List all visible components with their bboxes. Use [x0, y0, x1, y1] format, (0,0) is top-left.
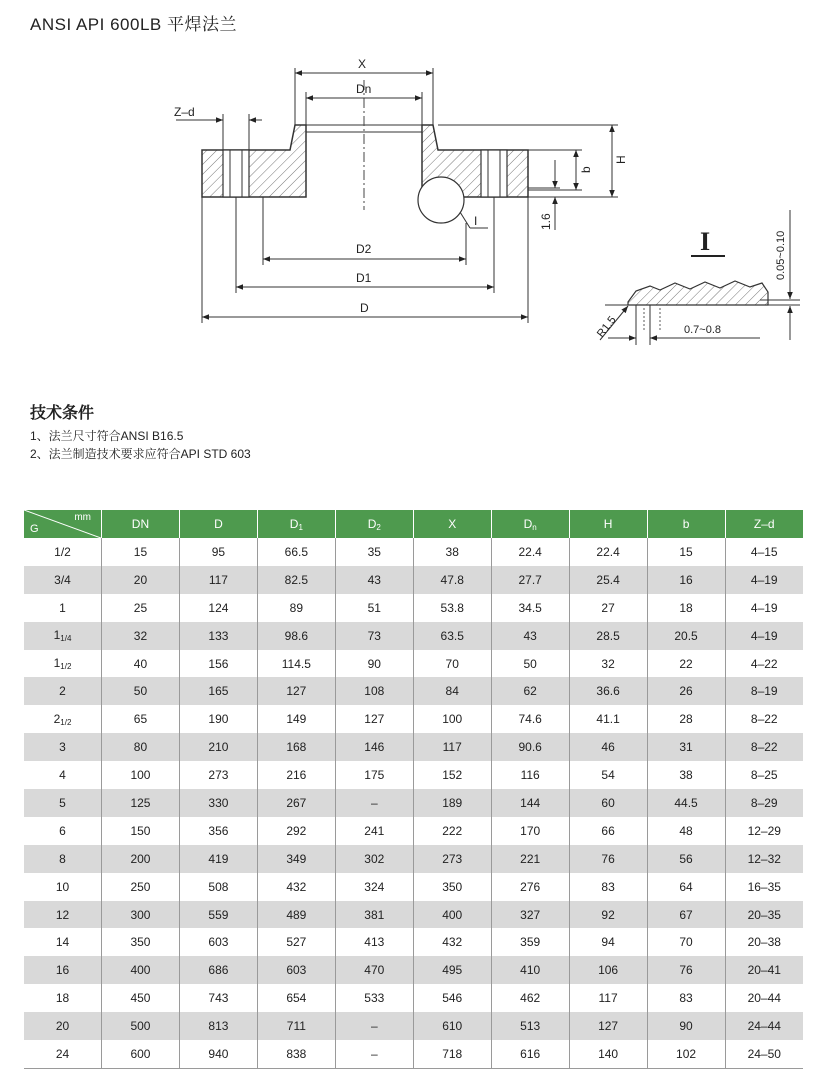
table-cell: 152	[413, 761, 491, 789]
table-cell: 4–15	[750, 544, 778, 559]
table-cell: 4–19	[750, 600, 778, 615]
size-value: 1/2	[54, 544, 71, 559]
table-cell: 241	[335, 817, 413, 845]
table-cell: 70	[413, 650, 491, 678]
column-header	[257, 510, 335, 538]
table-cell: 450	[102, 984, 180, 1012]
table-cell: 108	[335, 677, 413, 705]
table-cell: 495	[413, 956, 491, 984]
table-cell: 100	[413, 705, 491, 733]
table-cell: 273	[179, 761, 257, 789]
table-cell: 8–22	[725, 733, 803, 761]
table-cell: 67	[647, 901, 725, 929]
tech-item: 1、法兰尺寸符合ANSI B16.5	[30, 429, 184, 443]
size-cell	[24, 1012, 102, 1040]
table-cell: 327	[491, 901, 569, 929]
table-cell: 74.6	[491, 705, 569, 733]
table-cell: 18	[647, 594, 725, 622]
spec-table	[24, 510, 803, 1069]
table-cell: 210	[179, 733, 257, 761]
column-header-label: D	[289, 516, 299, 531]
size-fraction: 1/2	[60, 662, 72, 671]
column-header-label: Z–d	[753, 517, 775, 531]
table-cell: 56	[647, 845, 725, 873]
table-cell: 90	[647, 1012, 725, 1040]
table-cell: 175	[335, 761, 413, 789]
table-cell: 24–44	[725, 1012, 803, 1040]
table-cell: 500	[102, 1012, 180, 1040]
table-cell: 127	[335, 705, 413, 733]
table-cell: 43	[491, 622, 569, 650]
table-cell: 25.4	[569, 566, 647, 594]
table-cell: 616	[491, 1040, 569, 1068]
table-cell: 8–19	[725, 677, 803, 705]
table-cell: 4–19	[725, 622, 803, 650]
table-cell: 150	[102, 817, 180, 845]
table-cell: 83	[647, 984, 725, 1012]
table-cell: 51	[335, 594, 413, 622]
table-cell: 54	[569, 761, 647, 789]
table-cell: 12–32	[725, 845, 803, 873]
tech-heading: 技术条件	[30, 405, 95, 422]
size-cell	[24, 538, 102, 566]
label-zd: Z–d	[174, 105, 195, 119]
table-cell: 84	[413, 677, 491, 705]
size-value: 1	[53, 628, 61, 643]
table-cell: 34.5	[491, 594, 569, 622]
table-cell: 813	[179, 1012, 257, 1040]
table-cell: –	[335, 1040, 413, 1068]
table-cell: 102	[647, 1040, 725, 1068]
column-header	[725, 510, 803, 538]
label-detail-title: I	[700, 227, 711, 256]
table-row	[24, 1040, 803, 1068]
table-row	[24, 845, 803, 873]
table-cell: 53.8	[413, 594, 491, 622]
table-cell: 62	[491, 677, 569, 705]
table-cell: 559	[179, 901, 257, 929]
table-cell: 940	[179, 1040, 257, 1068]
column-header-label: D	[214, 517, 223, 531]
table-row	[24, 566, 803, 594]
size-cell	[24, 873, 102, 901]
size-cell	[24, 761, 102, 789]
table-cell: 15	[102, 538, 180, 566]
column-header-label: DN	[131, 517, 150, 531]
table-cell: 36.6	[569, 677, 647, 705]
table-cell: 80	[102, 733, 180, 761]
size-value: 12	[55, 907, 70, 922]
table-cell: 170	[491, 817, 569, 845]
table-cell: 711	[257, 1012, 335, 1040]
table-cell: 46	[569, 733, 647, 761]
table-cell: 25	[102, 594, 180, 622]
table-cell: 513	[491, 1012, 569, 1040]
table-cell: 92	[569, 901, 647, 929]
size-cell	[24, 901, 102, 929]
tech-item: 2、法兰制造技术要求应符合API STD 603	[30, 447, 251, 461]
size-value: 3/4	[54, 572, 71, 587]
table-cell: 32	[569, 650, 647, 678]
table-cell: 743	[179, 984, 257, 1012]
table-cell: 90	[335, 650, 413, 678]
table-cell: 127	[569, 1012, 647, 1040]
table-cell: 356	[179, 817, 257, 845]
table-cell: 20	[102, 566, 180, 594]
table-cell: 350	[102, 928, 180, 956]
label-b: b	[579, 166, 593, 173]
table-cell: 24–50	[725, 1040, 803, 1068]
table-cell: 168	[257, 733, 335, 761]
table-row	[24, 705, 803, 733]
column-header	[569, 510, 647, 538]
label-pitch: 0.7~0.8	[684, 324, 722, 336]
column-header-label: H	[603, 517, 613, 531]
header-corner	[24, 510, 102, 538]
table-cell: 38	[647, 761, 725, 789]
table-cell: 40	[102, 650, 180, 678]
table-cell: 276	[491, 873, 569, 901]
table-cell: 90.6	[491, 733, 569, 761]
table-cell: 686	[179, 956, 257, 984]
table-cell: 43	[335, 566, 413, 594]
size-value: 1	[53, 656, 61, 670]
table-cell: 350	[413, 873, 491, 901]
table-cell: 221	[491, 845, 569, 873]
column-header-label: b	[682, 517, 690, 531]
table-row	[24, 594, 803, 622]
label-d2: D2	[356, 242, 372, 256]
table-cell: 20–35	[725, 901, 803, 929]
table-cell: 8–25	[750, 768, 778, 783]
column-header	[647, 510, 725, 538]
table-cell: 100	[102, 761, 180, 789]
size-value: 14	[55, 935, 70, 950]
table-cell: 4–19	[725, 566, 803, 594]
table-cell: 267	[257, 789, 335, 817]
table-cell: 76	[647, 956, 725, 984]
table-cell: 70	[647, 928, 725, 956]
size-cell	[24, 928, 102, 956]
size-value: 5	[59, 795, 66, 810]
table-cell: 146	[335, 733, 413, 761]
size-value: 2	[53, 711, 61, 726]
size-value: 24	[55, 1046, 70, 1061]
table-cell: 60	[569, 789, 647, 817]
table-cell: –	[335, 789, 413, 817]
table-cell: 94	[569, 928, 647, 956]
table-cell: 65	[102, 705, 180, 733]
table-cell: 16–35	[747, 879, 781, 894]
tech-conditions	[30, 400, 251, 463]
table-header-row	[24, 510, 803, 538]
size-value: 20	[55, 1019, 70, 1034]
table-cell: 533	[335, 984, 413, 1012]
table-cell: 95	[179, 538, 257, 566]
table-cell: 718	[413, 1040, 491, 1068]
table-cell: 610	[413, 1012, 491, 1040]
table-cell: 27	[569, 594, 647, 622]
table-cell: 22.4	[491, 538, 569, 566]
size-value: 10	[55, 879, 70, 894]
table-cell: 216	[257, 761, 335, 789]
table-row	[24, 650, 803, 678]
table-cell: 76	[569, 845, 647, 873]
table-cell: 400	[102, 956, 180, 984]
column-header-label: D	[523, 516, 533, 531]
label-dn: Dn	[356, 82, 372, 96]
table-cell: 8–29	[725, 789, 803, 817]
table-cell: 330	[179, 789, 257, 817]
table-cell: 98.6	[257, 622, 335, 650]
column-header	[179, 510, 257, 538]
label-radius: R1.5	[594, 314, 619, 340]
table-cell: 20–38	[747, 935, 781, 950]
table-cell: 44.5	[647, 789, 725, 817]
table-cell: 124	[179, 594, 257, 622]
table-cell: 381	[335, 901, 413, 929]
table-cell: 20–41	[725, 956, 803, 984]
table-cell: 20–44	[747, 991, 781, 1006]
table-cell: 64	[647, 873, 725, 901]
table-row	[24, 873, 803, 901]
table-cell: 200	[102, 845, 180, 873]
table-cell: 410	[491, 956, 569, 984]
size-value: 1	[59, 600, 66, 615]
size-value: 3	[59, 740, 66, 755]
table-cell: 156	[179, 650, 257, 678]
table-cell: 125	[102, 789, 180, 817]
table-cell: 273	[413, 845, 491, 873]
table-cell: 140	[569, 1040, 647, 1068]
table-cell: 432	[257, 873, 335, 901]
table-row	[24, 1012, 803, 1040]
table-cell: 106	[569, 956, 647, 984]
size-value: 16	[55, 963, 70, 978]
label-x: X	[358, 57, 367, 71]
size-value: 4	[59, 768, 66, 783]
table-cell: 12–29	[747, 823, 781, 838]
table-row	[24, 901, 803, 929]
size-value: 2	[59, 684, 66, 699]
size-cell	[24, 594, 102, 622]
table-cell: 838	[257, 1040, 335, 1068]
table-cell: 349	[257, 845, 335, 873]
table-cell: 117	[179, 566, 257, 594]
table-cell: 50	[102, 677, 180, 705]
table-cell: 432	[413, 928, 491, 956]
table-cell: 292	[257, 817, 335, 845]
column-header-label: D	[367, 516, 377, 531]
table-cell: 413	[335, 928, 413, 956]
flange-drawing	[0, 40, 823, 370]
size-cell	[24, 1040, 102, 1068]
table-cell: 302	[335, 845, 413, 873]
table-cell: 22.4	[569, 538, 647, 566]
size-cell	[24, 956, 102, 984]
column-header-label: X	[448, 517, 457, 531]
table-cell: 50	[491, 650, 569, 678]
table-cell: 359	[491, 928, 569, 956]
column-header	[413, 510, 491, 538]
table-cell: 114.5	[257, 650, 335, 678]
table-row	[24, 928, 803, 956]
table-cell: 324	[335, 873, 413, 901]
size-fraction: 1/2	[60, 717, 72, 727]
table-cell: 28	[647, 705, 725, 733]
size-cell	[24, 789, 102, 817]
size-cell	[24, 817, 102, 845]
table-row	[24, 956, 803, 984]
label-h: H	[614, 155, 628, 164]
size-cell	[24, 733, 102, 761]
size-value: 18	[55, 991, 70, 1006]
size-cell	[24, 677, 102, 705]
table-cell: 38	[413, 538, 491, 566]
table-cell: 400	[413, 901, 491, 929]
table-cell: 144	[491, 789, 569, 817]
size-cell	[24, 650, 102, 678]
table-cell: 127	[257, 677, 335, 705]
table-body	[24, 538, 803, 1068]
size-value: 6	[59, 823, 66, 838]
table-cell: 66.5	[257, 538, 335, 566]
table-cell: 546	[413, 984, 491, 1012]
label-d: D	[360, 301, 369, 315]
table-row	[24, 538, 803, 566]
label-tolerance: 0.05~0.10	[775, 230, 787, 280]
table-cell: 48	[647, 817, 725, 845]
table-cell: 66	[569, 817, 647, 845]
table-cell: 190	[179, 705, 257, 733]
table-cell: 26	[647, 677, 725, 705]
size-cell	[24, 984, 102, 1012]
column-header	[102, 510, 180, 538]
table-cell: 27.7	[491, 566, 569, 594]
table-cell: 149	[257, 705, 335, 733]
table-cell: –	[335, 1012, 413, 1040]
table-cell: 20.5	[647, 622, 725, 650]
corner-g: G	[30, 523, 39, 535]
page-title: ANSI API 600LB 平焊法兰	[30, 15, 237, 34]
table-cell: 8–22	[750, 712, 778, 727]
table-cell: 63.5	[413, 622, 491, 650]
table-cell: 16	[647, 566, 725, 594]
table-cell: 470	[335, 956, 413, 984]
table-cell: 4–22	[750, 656, 778, 671]
table-cell: 28.5	[569, 622, 647, 650]
table-cell: 654	[257, 984, 335, 1012]
column-header-subscript: 2	[376, 522, 381, 532]
table-cell: 83	[569, 873, 647, 901]
corner-mm: mm	[74, 512, 91, 523]
table-cell: 41.1	[569, 705, 647, 733]
table-cell: 222	[413, 817, 491, 845]
table-row	[24, 817, 803, 845]
column-header-subscript: 1	[298, 522, 303, 532]
table-cell: 31	[647, 733, 725, 761]
table-cell: 15	[647, 538, 725, 566]
table-cell: 419	[179, 845, 257, 873]
table-cell: 89	[257, 594, 335, 622]
column-header-subscript: n	[532, 522, 537, 532]
table-row	[24, 733, 803, 761]
table-cell: 73	[335, 622, 413, 650]
table-cell: 117	[413, 733, 491, 761]
table-cell: 32	[102, 622, 180, 650]
label-detail-ref: I	[474, 214, 478, 228]
table-row	[24, 622, 803, 650]
table-cell: 462	[491, 984, 569, 1012]
label-d1: D1	[356, 271, 372, 285]
table-cell: 165	[179, 677, 257, 705]
table-cell: 47.8	[413, 566, 491, 594]
table-row	[24, 789, 803, 817]
table-cell: 133	[179, 622, 257, 650]
size-value: 8	[59, 851, 66, 866]
size-cell	[24, 566, 102, 594]
size-cell	[24, 845, 102, 873]
size-fraction: 1/4	[60, 634, 72, 644]
label-1-6: 1.6	[539, 213, 553, 230]
table-cell: 603	[179, 928, 257, 956]
table-row	[24, 984, 803, 1012]
size-cell	[24, 622, 102, 650]
table-cell: 116	[491, 761, 569, 789]
column-header	[491, 510, 569, 538]
column-header	[335, 510, 413, 538]
table-cell: 82.5	[257, 566, 335, 594]
table-cell: 250	[102, 873, 180, 901]
table-cell: 189	[413, 789, 491, 817]
table-cell: 489	[257, 901, 335, 929]
size-cell	[24, 705, 102, 733]
table-cell: 35	[335, 538, 413, 566]
table-row	[24, 761, 803, 789]
table-cell: 117	[569, 984, 647, 1012]
table-cell: 22	[647, 650, 725, 678]
table-cell: 300	[102, 901, 180, 929]
table-cell: 600	[102, 1040, 180, 1068]
table-cell: 527	[257, 928, 335, 956]
table-cell: 603	[257, 956, 335, 984]
table-cell: 508	[179, 873, 257, 901]
flange-section	[202, 80, 528, 228]
table-row	[24, 677, 803, 705]
